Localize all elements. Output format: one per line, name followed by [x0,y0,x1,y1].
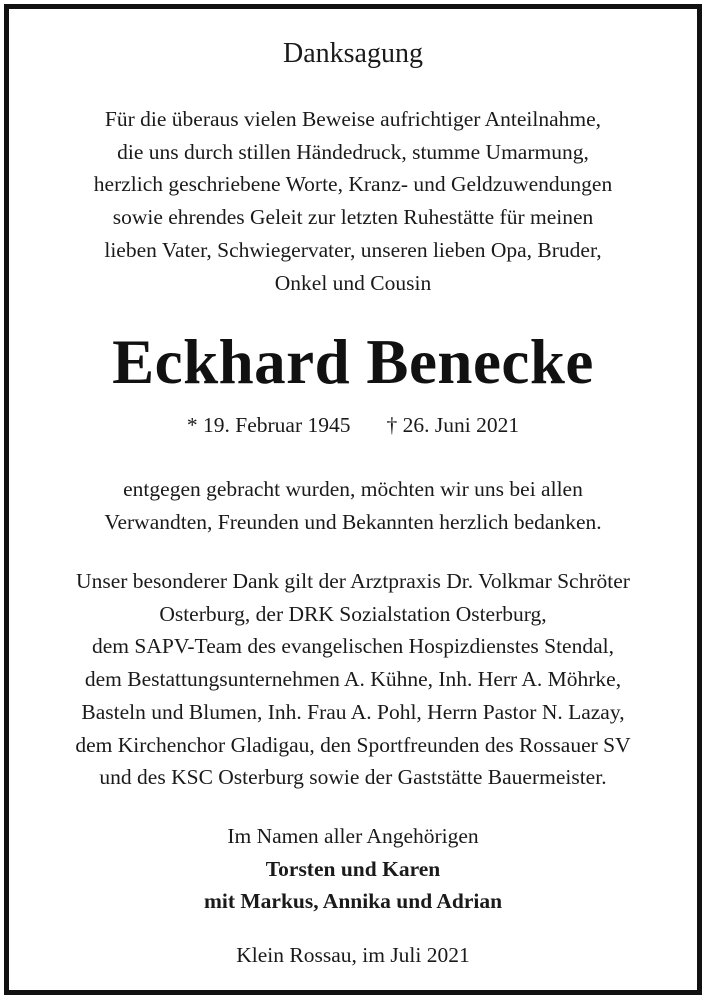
birth-date: * 19. Februar 1945 [186,413,351,437]
intro-line: die uns durch stillen Händedruck, stumme Umarmung, [117,139,589,164]
thanks-line: Verwandten, Freunden und Bekannten herzlich bedanken. [104,509,602,534]
deceased-name: Eckhard Benecke [112,327,594,397]
intro-line: sowie ehrendes Geleit zur letzten Ruhestätte für meinen [112,205,594,230]
special-thanks-line: Osterburg, der DRK Sozialstation Osterburg, [159,601,547,626]
special-thanks-line: dem Bestattungsunternehmen A. Kühne, Inh. Herr A. Möhrke, [84,667,622,692]
special-thanks-line: Basteln und Blumen, Inh. Frau A. Pohl, Herrn Pastor N. Lazay, [81,699,625,724]
thanks-paragraph [9,473,697,538]
notice-heading: Danksagung [283,38,423,69]
intro-line: herzlich geschriebene Worte, Kranz- und Geldzuwendungen [93,172,613,197]
special-thanks-line: Unser besonderer Dank gilt der Arztpraxis Dr. Volkmar Schröter [76,569,630,593]
intro-line: Für die überaus vielen Beweise aufrichtiger Anteilnahme, [104,107,602,131]
intro-line: Onkel und Cousin [274,270,432,295]
thanks-line: entgegen gebracht wurden, möchten wir uns bei allen [123,477,583,501]
place-and-date: Klein Rossau, im Juli 2021 [236,943,470,967]
special-thanks-line: dem SAPV-Team des evangelischen Hospizdienstes Stendal, [92,634,614,659]
family-names-line: Torsten und Karen [265,856,441,881]
special-thanks-paragraph [9,565,697,794]
death-date: † 26. Juni 2021 [386,413,520,437]
family-names-line: mit Markus, Annika und Adrian [203,889,503,914]
intro-paragraph [9,103,697,299]
on-behalf-line: Im Namen aller Angehörigen [227,824,479,848]
obituary-notice [4,4,702,995]
signature-block [9,820,697,918]
intro-line: lieben Vater, Schwiegervater, unseren lieben Opa, Bruder, [104,237,602,262]
life-dates [9,410,697,440]
special-thanks-line: dem Kirchenchor Gladigau, den Sportfreunden des Rossauer SV [75,732,631,757]
special-thanks-line: und des KSC Osterburg sowie der Gaststätte Bauermeister. [99,765,607,790]
